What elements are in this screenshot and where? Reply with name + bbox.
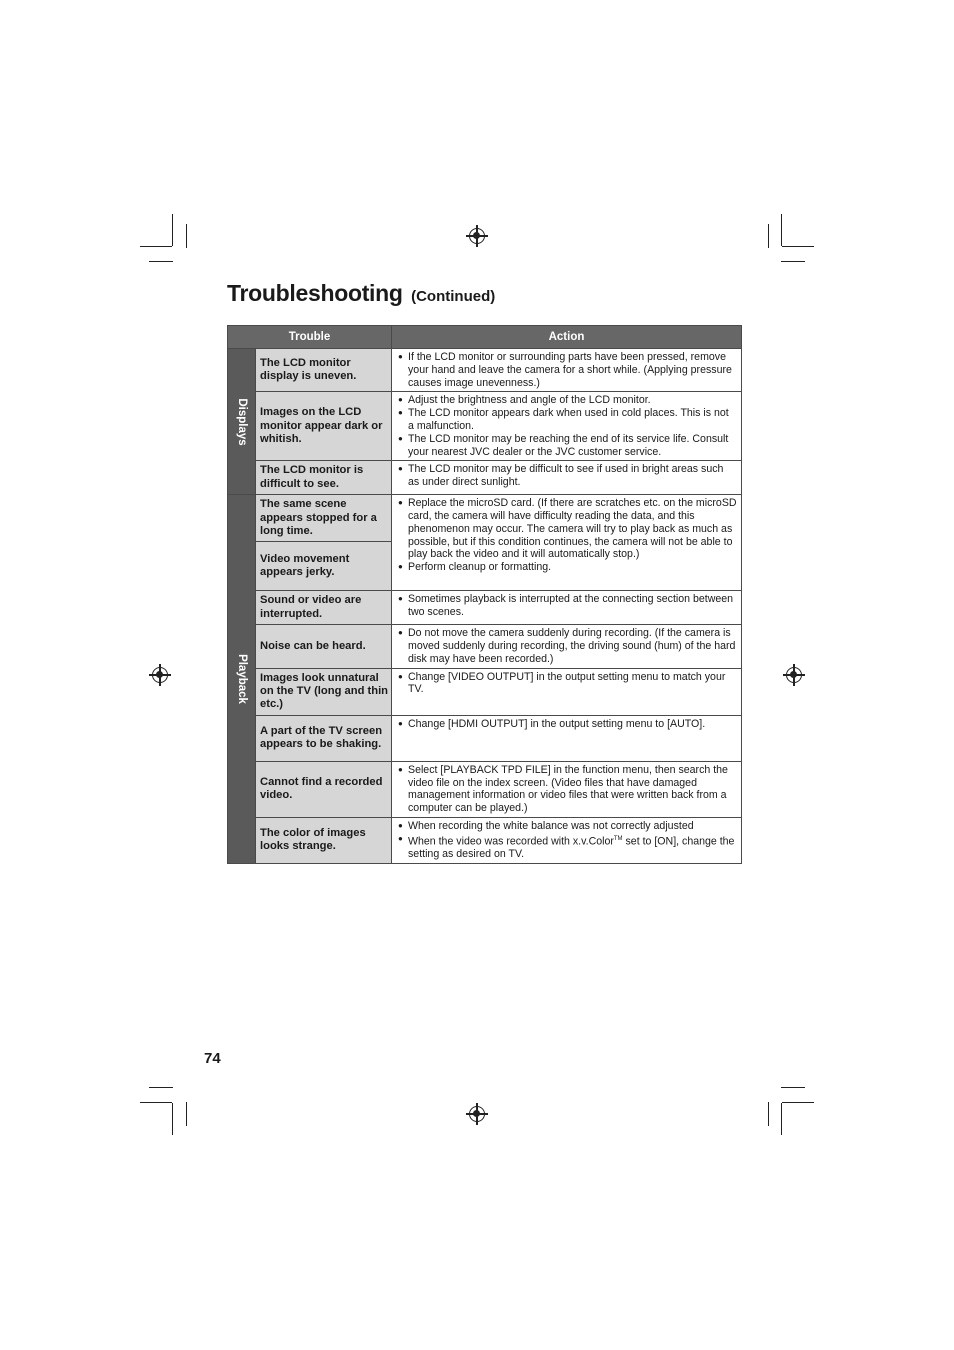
crop-mark <box>149 261 173 262</box>
list-item: ● Do not move the camera suddenly during recording. (If the camera is moved suddenly during recording, the driving sound (hum) of the hard disk may have been recorded.) <box>398 627 737 665</box>
registration-mark-icon <box>469 228 485 244</box>
page-title <box>227 280 495 307</box>
trouble-cell: Images look unnatural on the TV (long and thin etc.) <box>256 668 392 715</box>
crop-mark <box>172 214 173 246</box>
crop-mark <box>781 261 805 262</box>
list-item: ● Change [HDMI OUTPUT] in the output setting menu to [AUTO]. <box>398 718 737 731</box>
trouble-cell: Noise can be heard. <box>256 625 392 668</box>
list-item: ● Change [VIDEO OUTPUT] in the output setting menu to match your TV. <box>398 671 737 697</box>
table-row <box>228 392 742 461</box>
action-cell <box>392 715 742 761</box>
section-label-displays: Displays <box>235 397 248 446</box>
crop-mark <box>140 1102 172 1103</box>
action-cell <box>392 349 742 392</box>
table-row <box>228 349 742 392</box>
xvcolor-text-end: set to [ON], change the setting as desired on TV. <box>408 835 735 861</box>
trouble-cell: The LCD monitor is difficult to see. <box>256 461 392 495</box>
crop-mark <box>186 224 187 248</box>
xvcolor-text: When the video was recorded with x.v.Color <box>408 835 614 848</box>
table-row <box>228 668 742 715</box>
table-header-row <box>228 326 742 349</box>
trouble-cell: Video movement appears jerky. <box>256 542 392 591</box>
registration-mark-icon <box>469 1106 485 1122</box>
list-item: ● Adjust the brightness and angle of the LCD monitor. <box>398 394 737 407</box>
trouble-cell: Cannot find a recorded video. <box>256 761 392 817</box>
table-row <box>228 625 742 668</box>
crop-mark <box>782 1102 814 1103</box>
page-title-suffix: (Continued) <box>411 288 496 305</box>
list-item: ● Select [PLAYBACK TPD FILE] in the function menu, then search the video file on the index screen. (Video files that have damaged management information or video files that were written back from a computer can be played.) <box>398 764 737 815</box>
crop-mark <box>781 214 782 246</box>
action-cell <box>392 625 742 668</box>
trouble-cell: A part of the TV screen appears to be shaking. <box>256 715 392 761</box>
list-item: ● Sometimes playback is interrupted at the connecting section between two scenes. <box>398 593 737 619</box>
trouble-cell: The same scene appears stopped for a long time. <box>256 495 392 542</box>
trademark-mark: TM <box>613 835 623 842</box>
trouble-cell: The color of images looks strange. <box>256 818 392 864</box>
table-row <box>228 715 742 761</box>
header-action: Action <box>392 326 742 349</box>
crop-mark <box>140 246 172 247</box>
list-item: ● The LCD monitor may be reaching the end of its service life. Consult your nearest JVC dealer or the JVC customer service. <box>398 433 737 459</box>
list-item: ● The LCD monitor appears dark when used in cold places. This is not a malfunction. <box>398 407 737 433</box>
crop-mark <box>781 1103 782 1135</box>
list-item: ● Replace the microSD card. (If there are scratches etc. on the microSD card, the camera will have difficulty reading the data, and this phenomenon may occur. The camera will try to play back as much as possible, but if this condition continues, the camera will not be able to play back the video and it will automatically stop.) <box>398 497 737 561</box>
registration-mark-icon <box>786 667 802 683</box>
page-title-main: Troubleshooting <box>227 280 403 306</box>
header-trouble: Trouble <box>228 326 392 349</box>
crop-mark <box>781 1087 805 1088</box>
list-item: ● The LCD monitor may be difficult to see if used in bright areas such as under direct sunlight. <box>398 463 737 489</box>
table-row <box>228 818 742 864</box>
crop-mark <box>149 1087 173 1088</box>
crop-mark <box>172 1103 173 1135</box>
table-row <box>228 461 742 495</box>
table-row <box>228 761 742 817</box>
crop-mark <box>768 1102 769 1126</box>
table-row <box>228 495 742 542</box>
action-cell <box>392 761 742 817</box>
action-cell <box>392 392 742 461</box>
page-number: 74 <box>204 1050 221 1067</box>
crop-mark <box>782 246 814 247</box>
list-item: ● When recording the white balance was not correctly adjusted <box>398 820 737 833</box>
trouble-cell: Sound or video are interrupted. <box>256 591 392 625</box>
trouble-cell: The LCD monitor display is uneven. <box>256 349 392 392</box>
crop-mark <box>768 224 769 248</box>
section-displays <box>228 349 256 495</box>
action-cell <box>392 668 742 715</box>
registration-mark-icon <box>152 667 168 683</box>
action-cell <box>392 591 742 625</box>
action-cell <box>392 495 742 591</box>
action-cell <box>392 461 742 495</box>
section-playback <box>228 495 256 864</box>
list-item: ● If the LCD monitor or surrounding parts have been pressed, remove your hand and leave the camera for a short while. (Applying pressure causes image unevenness.) <box>398 351 737 389</box>
list-item: ● Perform cleanup or formatting. <box>398 561 737 574</box>
list-item-xvcolor <box>398 833 737 861</box>
section-label-playback: Playback <box>235 654 248 705</box>
crop-mark <box>186 1102 187 1126</box>
table-row <box>228 591 742 625</box>
trouble-cell: Images on the LCD monitor appear dark or whitish. <box>256 392 392 461</box>
action-cell <box>392 818 742 864</box>
troubleshooting-table <box>227 325 742 864</box>
